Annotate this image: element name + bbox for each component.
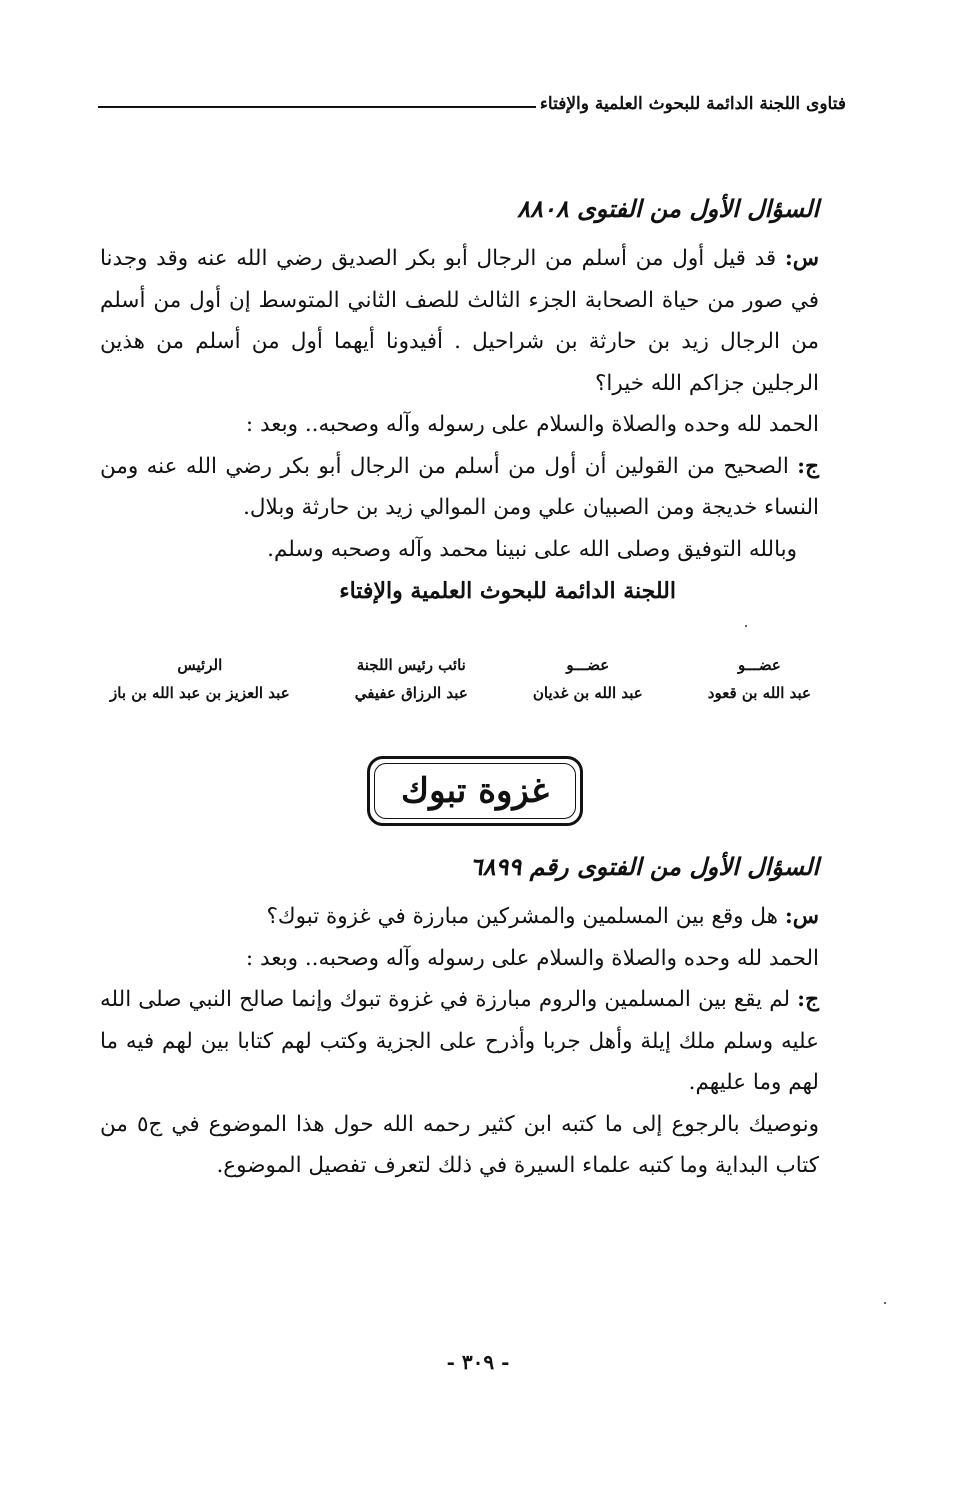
signatory-role: عضـــو bbox=[566, 656, 610, 674]
fatwa1-closing: وبالله التوفيق وصلى الله على نبينا محمد وآله وصحبه وسلم. bbox=[267, 536, 797, 562]
signatory-role: عضـــو bbox=[737, 656, 781, 674]
fatwa2-answer bbox=[100, 979, 819, 1104]
page-number: - ٣٠٩ - bbox=[446, 1350, 510, 1374]
answer-label: ج: bbox=[797, 453, 819, 479]
scan-speck bbox=[884, 1302, 886, 1304]
signatory-vice-chair bbox=[355, 656, 468, 716]
fatwa2-question bbox=[100, 896, 819, 938]
fatwa1-body bbox=[100, 238, 819, 570]
committee-name: اللجنة الدائمة للبحوث العلمية والإفتاء bbox=[339, 578, 676, 604]
answer-text: لم يقع بين المسلمين والروم مبارزة في غزوة تبوك وإنما صالح النبي صلى الله عليه وسلم ملك إيلة وأهل جربا وأذرح على الجزية وكتب لهم كتابا بين لهم فيه ما لهم وما عليهم. bbox=[100, 987, 819, 1095]
scan-speck bbox=[745, 625, 747, 627]
section-title-box bbox=[367, 756, 583, 826]
answer-label: ج: bbox=[797, 987, 819, 1012]
signatory-role: الرئيس bbox=[177, 656, 223, 674]
running-header-title: فتاوى اللجنة الدائمة للبحوث العلمية والإفتاء bbox=[539, 94, 846, 114]
header-rule bbox=[98, 106, 536, 108]
signatory-name: عبد الله بن غديان bbox=[532, 684, 643, 702]
signatory-chair bbox=[110, 656, 290, 716]
question-label: س: bbox=[784, 246, 819, 271]
answer-text: الصحيح من القولين أن أول من أسلم من الرجال أبو بكر رضي الله عنه ومن النساء خديجة ومن الصبيان علي ومن الموالي زيد بن حارثة وبلال. bbox=[100, 453, 819, 520]
question-label: س: bbox=[784, 904, 819, 929]
running-header bbox=[98, 84, 846, 114]
signatory-role: نائب رئيس اللجنة bbox=[356, 656, 466, 674]
fatwa2-heading: السؤال الأول من الفتوى رقم ٦٨٩٩ bbox=[469, 852, 819, 881]
fatwa2-advice: ونوصيك بالرجوع إلى ما كتبه ابن كثير رحمه الله حول هذا الموضوع في ج٥ من كتاب البداية وما كتبه علماء السيرة في ذلك لتعرف تفصيل الموضوع. bbox=[100, 1111, 820, 1178]
question-text: قد قيل أول من أسلم من الرجال أبو بكر الصديق رضي الله عنه وقد وجدنا في صور من حياة الصحابة الجزء الثالث للصف الثاني المتوسط إن أول من أسلم من الرجال زيد بن حارثة بن شراحيل . أفيدونا أيهما أول من أسلم من هذين الرجلين جزاكم الله خيرا؟ bbox=[100, 246, 819, 396]
signatory-name: عبد العزيز بن عبد الله بن باز bbox=[110, 684, 290, 702]
signatories bbox=[110, 656, 811, 716]
signatory-name: عبد الله بن قعود bbox=[707, 684, 811, 702]
question-text: هل وقع بين المسلمين والمشركين مبارزة في غزوة تبوك؟ bbox=[266, 904, 778, 929]
fatwa1-answer bbox=[100, 446, 819, 529]
fatwa1-praise: الحمد لله وحده والصلاة والسلام على رسوله وآله وصحبه.. وبعد : bbox=[245, 412, 819, 437]
section-title-inner-frame bbox=[374, 763, 576, 819]
signatory-name: عبد الرزاق عفيفي bbox=[354, 684, 468, 702]
fatwa2-praise: الحمد لله وحده والصلاة والسلام على رسوله وآله وصحبه.. وبعد : bbox=[245, 945, 819, 971]
fatwa1-question bbox=[100, 238, 819, 404]
signatory-member-1 bbox=[708, 656, 811, 716]
signatory-member-2 bbox=[533, 656, 643, 716]
fatwa1-heading: السؤال الأول من الفتوى ٨٨٠٨ bbox=[517, 194, 819, 223]
fatwa2-body bbox=[100, 896, 819, 1187]
section-title: غزوة تبوك bbox=[401, 771, 549, 811]
